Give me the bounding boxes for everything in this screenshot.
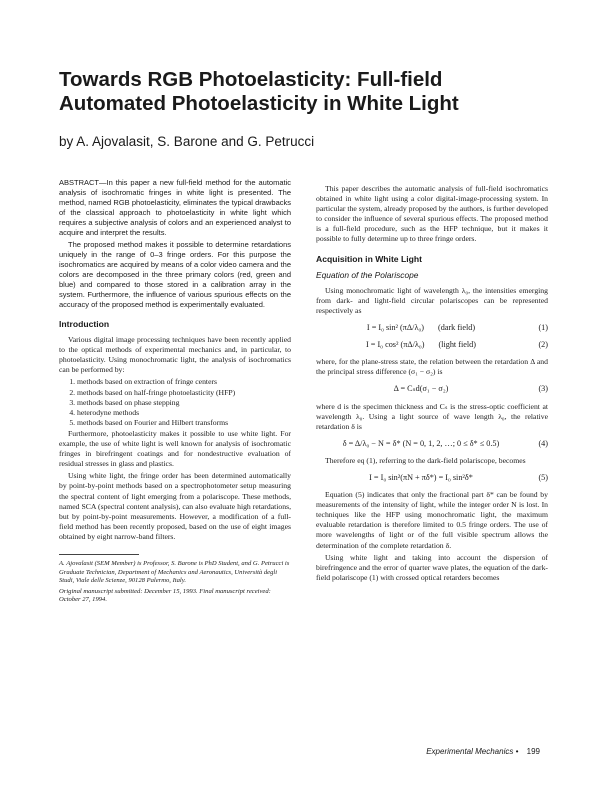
author-line: by A. Ajovalasit, S. Barone and G. Petrucci <box>59 134 315 149</box>
list-item: 1. methods based on extraction of fringe centers <box>77 377 291 387</box>
equation-3 <box>316 384 548 394</box>
body-paragraph: Various digital image processing techniques have been recently applied to the optical methods of experimental mechanics and, in particular, to photoelasticity. Using monochromatic light, the analysis of isochromatics can be performed by: <box>59 335 291 375</box>
body-paragraph: where d is the specimen thickness and Cₛ is the stress-optic coefficient at wavelength λ₀. Using a light source of wave length λ₀, the relative retardation δ is <box>316 401 548 431</box>
equation-note: (dark field) <box>438 323 476 333</box>
equation-expression: I = I₀ cos² (πΔ/λ₀) <box>366 340 425 350</box>
footer-separator: • <box>515 747 519 756</box>
equation-note: (light field) <box>438 340 476 350</box>
list-item: 2. methods based on half-fringe photoelasticity (HFP) <box>77 388 291 398</box>
paper-title: Towards RGB Photoelasticity: Full-field Automated Photoelasticity in White Light <box>59 68 459 115</box>
body-paragraph: Using monochromatic light of wavelength λ₀, the intensities emerging from dark- and light-field circular polariscopes can be represented respectively as <box>316 285 548 315</box>
footnote-divider <box>59 554 139 555</box>
equation-expression: I = I₀ sin² (πΔ/λ₀) <box>366 323 424 333</box>
equation-number: (5) <box>538 472 548 482</box>
methods-list <box>59 377 291 427</box>
footnote-affiliation: A. Ajovalasit (SEM Member) is Professor, S. Barone is PhD Student, and G. Petrucci is Graduate Technician, Department of Mechanics and Aeronautics, Università degli Studi, Viale delle Scienze, 90128 Palermo, Italy. <box>59 559 290 585</box>
subsection-heading: Equation of the Polariscope <box>316 269 419 280</box>
section-heading-introduction: Introduction <box>59 319 110 329</box>
abstract-paragraph: ABSTRACT—In this paper a new full-field method for the automatic analysis of isochromatic fringes in white light is presented. The method, named RGB photoelasticity, eliminates the typical drawbacks of the classical approach to photoelasticity in white light which requires a subjective analysis of colors and an experienced analyst to acquire and interpret the results. <box>59 178 291 237</box>
body-paragraph: Using white light and taking into account the dispersion of birefringence and the error of quarter wave plates, the equation of the dark-field polariscope (1) with crossed optical retarders becomes <box>316 552 548 582</box>
list-item: 3. methods based on phase stepping <box>77 398 291 408</box>
body-paragraph: This paper describes the automatic analysis of full-field isochromatics obtained in white light using a color digital-image-processing system. In particular the system, already proposed by the authors, is further developed to consider the influence of several spurious effects. The proposed method is a full-field procedure, such as the HFP technique, but it makes it possible to fully determine up to three fringe orders. <box>316 184 548 244</box>
equation-number: (4) <box>538 438 548 448</box>
equation-2 <box>316 340 548 350</box>
body-paragraph: Therefore eq (1), referring to the dark-field polariscope, becomes <box>325 455 526 465</box>
equation-number: (2) <box>538 340 548 350</box>
page-number: 199 <box>526 747 540 756</box>
equation-number: (3) <box>538 384 548 394</box>
right-column <box>316 184 548 585</box>
equation-expression: Δ = Cₛd(σ₁ − σ₂) <box>393 384 449 394</box>
footnote <box>59 560 291 605</box>
footnote-received: Original manuscript submitted: December 15, 1993. Final manuscript received: October 27, 1994. <box>59 587 271 604</box>
left-column <box>59 178 291 607</box>
section-heading-acquisition: Acquisition in White Light <box>316 253 422 264</box>
body-paragraph: Using white light, the fringe order has been determined automatically by point-by-point methods based on a spectrophotometer setup measuring the spectral content of light emerging from a polariscope. These methods, named SCA (spectral content analysis), can also evaluate high retardations, but by point-by-point measurements. However, a modification of a full-field method has been recently proposed, based on the use of eight images obtained by eight narrow-band filters. <box>59 471 291 541</box>
equation-expression: I = I₀ sin²(πN + πδ*) = I₀ sin²δ* <box>369 472 473 482</box>
body-paragraph: Furthermore, photoelasticity makes it possible to use white light. For example, the use of white light is well known for analysis of isochromatic fringes in birefringent coatings and for nondestructive evaluation of residual stresses in glass and plastics. <box>59 428 291 469</box>
abstract-paragraph: The proposed method makes it possible to determine retardations uniquely in the range of 0–3 fringe orders. For this purpose the isochromatics are acquired by means of a color video camera and the colors are decomposed in the three primary colors (red, green and blue) and compared to those stored in a calibration array in the system. Furthermore, the influence of various spurious effects on the accuracy of the proposed method is experimentally evaluated. <box>59 240 291 309</box>
equation-expression: δ = Δ/λ₀ − N = δ* (N = 0, 1, 2, …; 0 ≤ δ* ≤ 0.5) <box>342 438 500 448</box>
running-footer <box>426 747 540 756</box>
journal-name: Experimental Mechanics <box>426 747 514 756</box>
equation-1 <box>316 323 548 333</box>
list-item: 4. heterodyne methods <box>77 408 291 418</box>
body-paragraph: Equation (5) indicates that only the fractional part δ* can be found by measurements of the intensity of light, while the integer order N is lost. In techniques like the HFP using monochromatic light, the maximum evaluable retardation is therefore limited to 0.5 fringe orders. The use of more wavelengths of light or of the full visible spectrum allows the determination of the complete retardation δ. <box>316 490 548 550</box>
body-paragraph: where, for the plane-stress state, the relation between the retardation Δ and the principal stress difference (σ₁ − σ₂) is <box>316 357 548 377</box>
list-item: 5. methods based on Fourier and Hilbert transforms <box>77 418 291 428</box>
equation-number: (1) <box>538 323 548 333</box>
abstract <box>59 178 291 310</box>
equation-4 <box>316 439 548 449</box>
equation-5 <box>316 473 548 483</box>
